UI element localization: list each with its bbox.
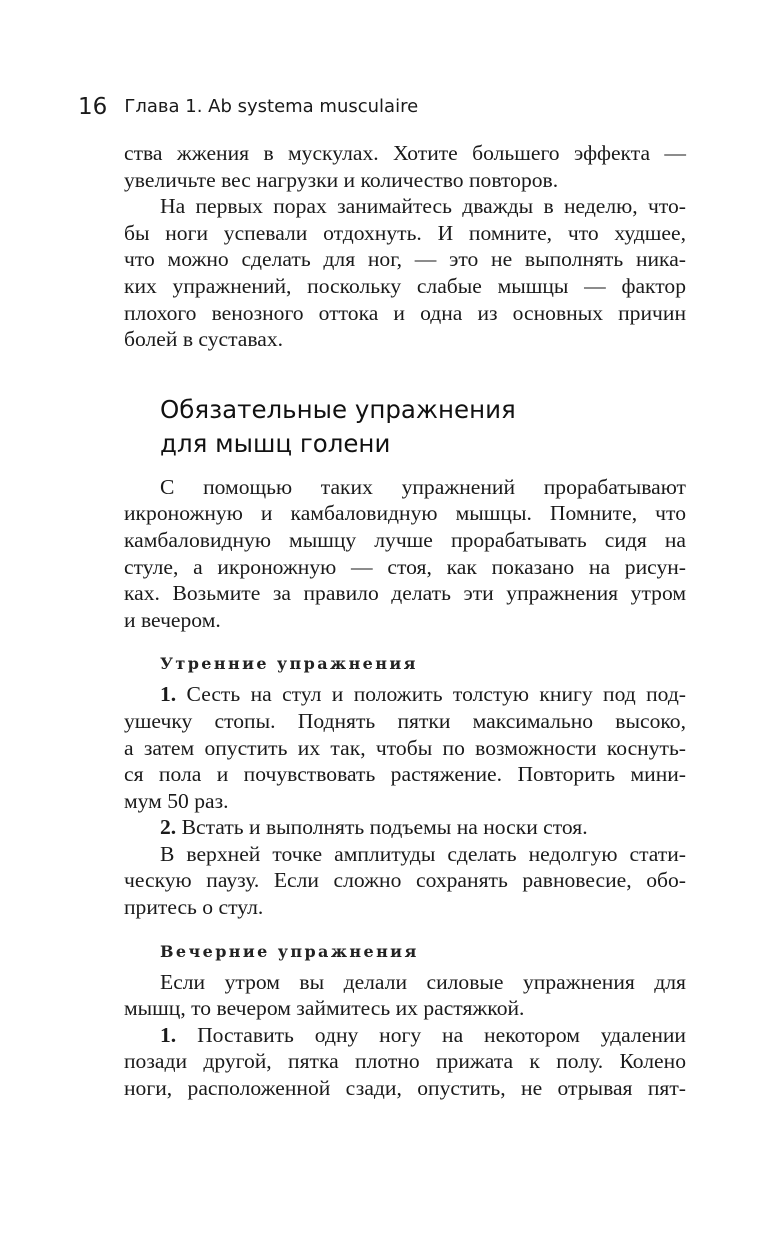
item-number: 1. <box>160 682 177 707</box>
text-line: что можно сделать для ног, — это не выполнять ника- <box>124 247 686 272</box>
text-line: мышц, то вечером займитесь их растяжкой. <box>124 996 525 1021</box>
text-line: мум 50 раз. <box>124 788 229 813</box>
evening-exercise-1 <box>124 1022 686 1102</box>
section-title-line: для мышц голени <box>160 428 391 458</box>
text-line: а затем опустить их так, чтобы по возможности коснуть- <box>124 735 686 760</box>
evening-heading: Вечерние упражнения <box>160 941 419 961</box>
page-number: 16 <box>78 94 108 120</box>
text-line: камбаловидную мышцу лучше прорабатывать сидя на <box>124 527 686 552</box>
item-text: Поставить одну ногу на некотором удалении <box>176 1022 686 1047</box>
morning-exercise-1 <box>124 681 686 814</box>
text-line: ся пола и почувствовать растяжение. Повторить мини- <box>124 762 686 787</box>
text-line: В верхней точке амплитуды сделать недолгую стати- <box>160 841 686 866</box>
text-line: и вечером. <box>124 607 221 632</box>
text-line: увеличьте вес нагрузки и количество повторов. <box>124 167 559 192</box>
text-line: бы ноги успевали отдохнуть. И помните, что худшее, <box>124 220 686 245</box>
text-line: ноги, расположенной сзади, опустить, не отрывая пят- <box>124 1076 686 1101</box>
text-line: болей в суставах. <box>124 327 284 352</box>
text-line: притесь о стул. <box>124 895 264 920</box>
item-number: 2. <box>160 815 177 840</box>
running-head: Глава 1. Ab systema musculaire <box>124 96 419 117</box>
text-line <box>124 814 686 841</box>
text-line: плохого венозного оттока и одна из основных причин <box>124 300 686 325</box>
section-title <box>160 393 686 461</box>
text-line: стуле, а икроножную — стоя, как показано на рисун- <box>124 554 686 579</box>
text-line: ства жжения в мускулах. Хотите большего эффекта — <box>124 141 686 165</box>
text-line: ких упражнений, поскольку слабые мышцы — фактор <box>124 273 686 298</box>
morning-heading: Утренние упражнения <box>160 654 418 674</box>
text-line: ческую паузу. Если сложно сохранять равновесие, обо- <box>124 868 686 893</box>
item-text: Встать и выполнять подъемы на носки стоя. <box>176 815 588 840</box>
text-line: икроножную и камбаловидную мышцы. Помните, что <box>124 501 686 526</box>
item-number: 1. <box>160 1022 177 1047</box>
text-line: позади другой, пятка плотно прижата к полу. Колено <box>124 1049 686 1074</box>
text-line: ках. Возьмите за правило делать эти упражнения утром <box>124 581 686 606</box>
item-text: Сесть на стул и положить толстую книгу под под- <box>176 682 686 707</box>
text-line <box>124 1022 686 1049</box>
text-line <box>124 681 686 708</box>
morning-exercise-2 <box>124 814 686 841</box>
text-line: С помощью таких упражнений прорабатывают <box>160 474 686 499</box>
paragraph-section-intro <box>124 474 686 634</box>
text-line: ушечку стопы. Поднять пятки максимально высоко, <box>124 708 686 733</box>
paragraph-frequency <box>124 193 686 353</box>
evening-intro <box>124 969 686 1022</box>
paragraph-continuation <box>124 140 686 193</box>
morning-exercise-2-continued <box>124 841 686 921</box>
page-body <box>124 140 686 1102</box>
page-header <box>78 94 418 120</box>
text-line: На первых порах занимайтесь дважды в неделю, что- <box>160 194 686 219</box>
text-line: Если утром вы делали силовые упражнения для <box>160 969 686 994</box>
section-title-line: Обязательные упражнения <box>160 394 516 424</box>
